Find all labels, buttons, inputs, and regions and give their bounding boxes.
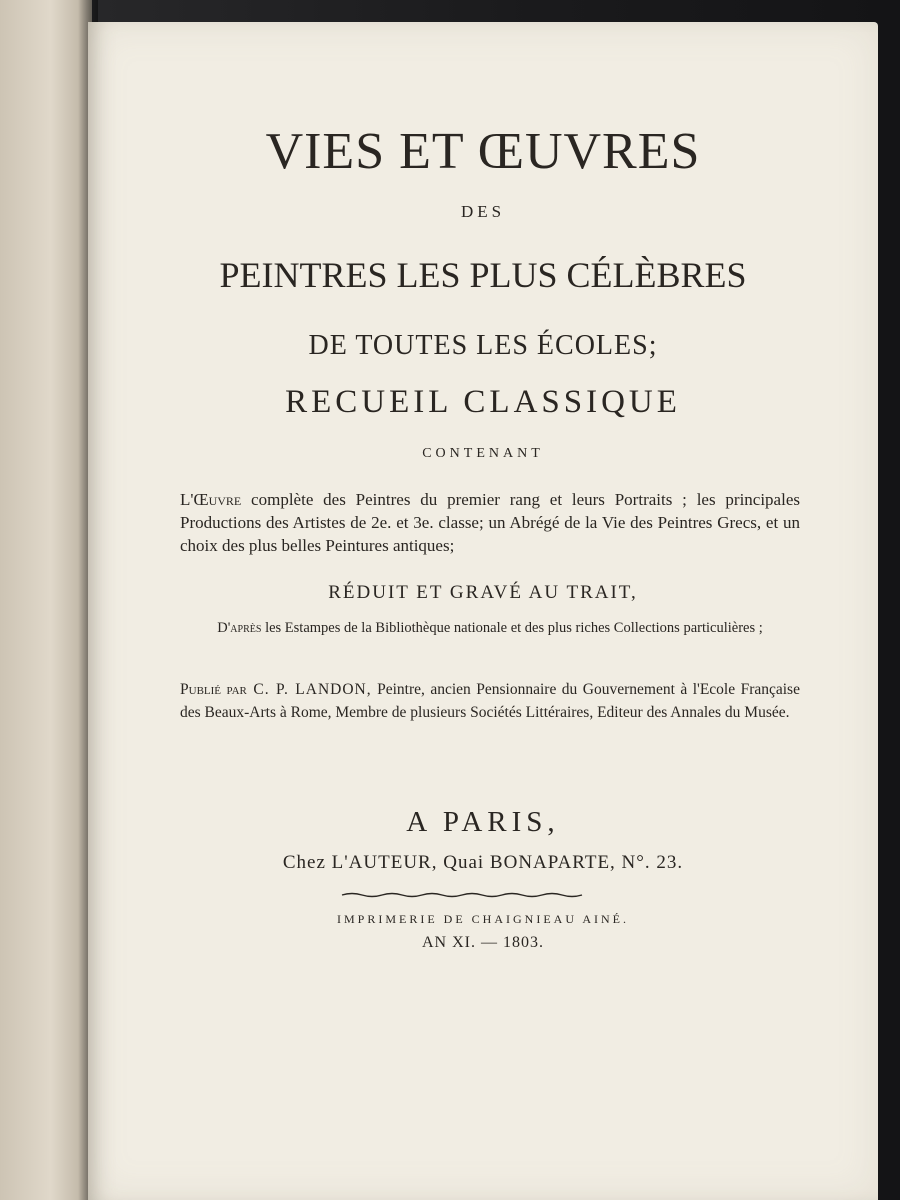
collection-line: RECUEIL CLASSIQUE	[285, 384, 681, 420]
source-line	[200, 618, 780, 638]
address-middle: , Quai	[431, 852, 490, 873]
publication-date: AN XI. — 1803.	[422, 934, 544, 951]
subtitle: PEINTRES LES PLUS CÉLÈBRES	[219, 255, 747, 295]
description-lead: L'Œuvre	[180, 490, 242, 509]
printer-line: IMPRIMERIE DE CHAIGNIEAU AINÉ.	[337, 912, 629, 926]
address-street: BONAPARTE	[489, 852, 611, 873]
publisher-name: C. P. LANDON,	[246, 681, 372, 698]
title-connector: DES	[460, 202, 506, 221]
address-author: L'AUTEUR	[331, 852, 432, 873]
containing-line: CONTENANT	[422, 446, 544, 461]
source-lead: D'après	[217, 620, 262, 636]
title-page	[88, 22, 878, 1200]
engraving-line: RÉDUIT ET GRAVÉ AU TRAIT,	[328, 582, 638, 603]
source-text: les Estampes de la Bibliothèque nationale et des plus riches Collections particulières ;	[261, 620, 763, 636]
decorative-rule	[340, 892, 584, 898]
publisher-lead: Publié par	[180, 681, 247, 698]
publisher-paragraph	[180, 678, 800, 724]
address-prefix: Chez	[282, 852, 332, 873]
contents-description	[180, 488, 800, 557]
schools-line: DE TOUTES LES ÉCOLES;	[308, 330, 658, 361]
description-text: complète des Peintres du premier rang et leurs Portraits ; les principales Productions des Artistes de 2e. et 3e. classe; un Abrégé de la Vie des Peintres Grecs, et un choix des plus belles Peintures antiques;	[180, 490, 800, 555]
publisher-text: Peintre, ancien Pensionnaire du Gouvernement à l'Ecole Française des Beaux-Arts à Rome, Membre de plusieurs Sociétés Littéraires, Editeur des Annales du Musée.	[180, 681, 800, 721]
address-suffix: , N°. 23.	[610, 852, 684, 873]
book-title: VIES ET ŒUVRES	[265, 123, 701, 180]
imprint-address	[88, 852, 878, 874]
imprint-city: A PARIS,	[406, 806, 560, 838]
